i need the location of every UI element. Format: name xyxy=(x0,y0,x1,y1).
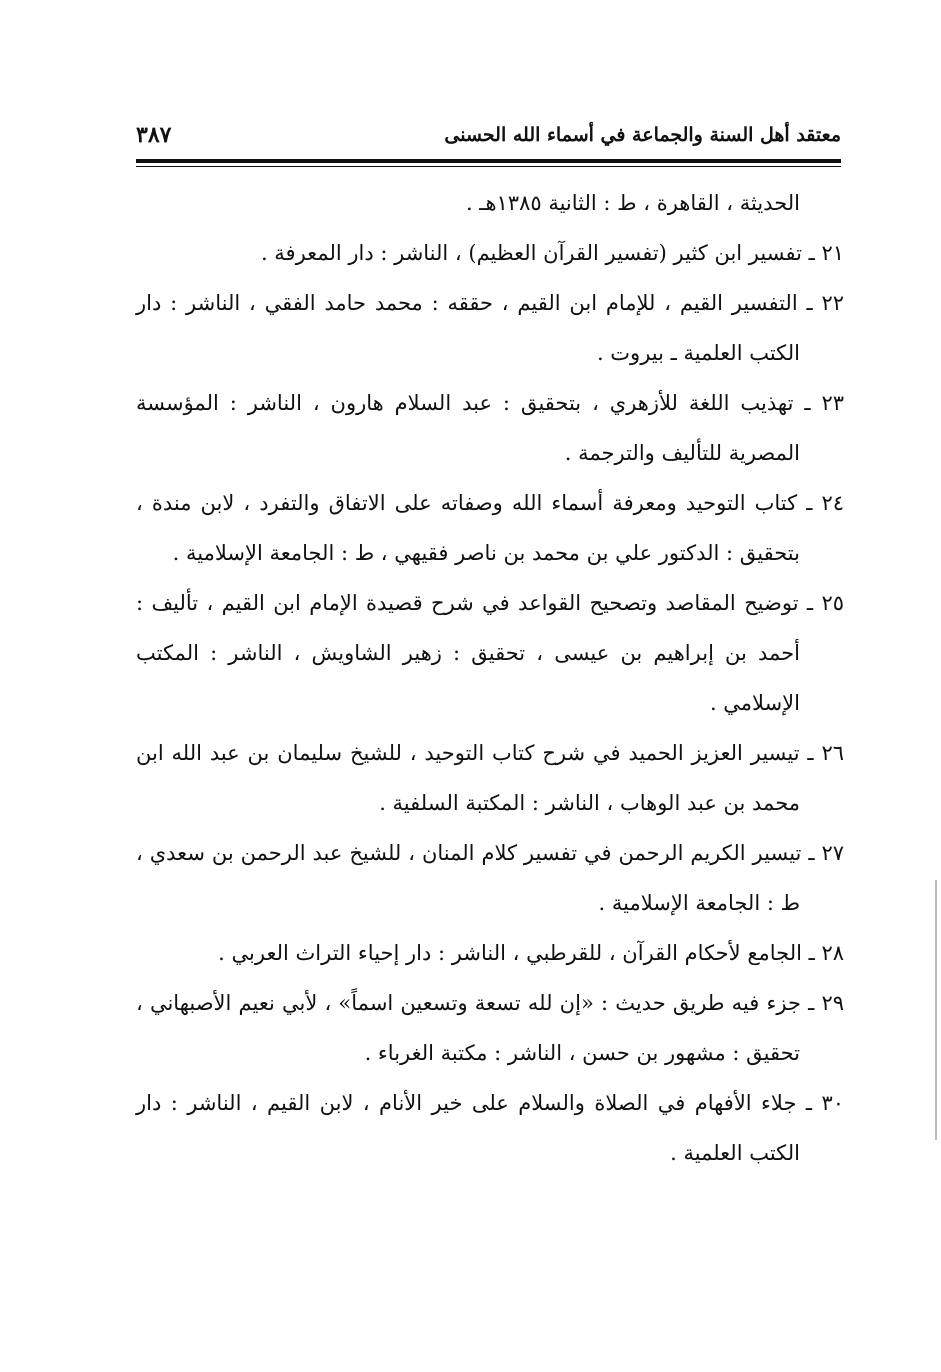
running-title: معتقد أهل السنة والجماعة في أسماء الله الحسنى xyxy=(444,124,841,146)
bibliography-entry-23: ٢٣ ـ تهذيب اللغة للأزهري ، بتحقيق : عبد السلام هارون ، الناشر : المؤسسة المصرية للتأليف والترجمة . xyxy=(136,391,844,465)
bibliography-entry-25: ٢٥ ـ توضيح المقاصد وتصحيح القواعد في شرح قصيدة الإمام ابن القيم ، تأليف : أحمد بن إبراهيم بن عيسى ، تحقيق : زهير الشاويش ، الناشر : المكتب الإسلامي . xyxy=(136,591,844,715)
bibliography-entry-30: ٣٠ ـ جلاء الأفهام في الصلاة والسلام على خير الأنام ، لابن القيم ، الناشر : دار الكتب العلمية . xyxy=(136,1091,844,1165)
bibliography-entry-21: ٢١ ـ تفسير ابن كثير (تفسير القرآن العظيم) ، الناشر : دار المعرفة . xyxy=(260,241,844,265)
bibliography-entry-26: ٢٦ ـ تيسير العزيز الحميد في شرح كتاب التوحيد ، للشيخ سليمان بن عبد الله ابن محمد بن عبد الوهاب ، الناشر : المكتبة السلفية . xyxy=(136,741,844,815)
bibliography-entry-29: ٢٩ ـ جزء فيه طريق حديث : «إن لله تسعة وتسعين اسماً» ، لأبي نعيم الأصبهاني ، تحقيق : مشهور بن حسن ، الناشر : مكتبة الغرباء . xyxy=(136,991,844,1065)
header-rule-thick xyxy=(136,159,841,163)
page-number: ٣٨٧ xyxy=(136,122,172,148)
bibliography-list xyxy=(136,178,844,1178)
header-rule-thin xyxy=(136,166,841,167)
page-header xyxy=(136,118,841,158)
bibliography-entry-27: ٢٧ ـ تيسير الكريم الرحمن في تفسير كلام المنان ، للشيخ عبد الرحمن بن سعدي ، ط : الجامعة الإسلامية . xyxy=(136,841,844,915)
bibliography-entry-22: ٢٢ ـ التفسير القيم ، للإمام ابن القيم ، حققه : محمد حامد الفقي ، الناشر : دار الكتب العلمية ـ بيروت . xyxy=(136,291,844,365)
scan-edge-mark xyxy=(935,880,937,1140)
bibliography-entry-28: ٢٨ ـ الجامع لأحكام القرآن ، للقرطبي ، الناشر : دار إحياء التراث العربي . xyxy=(218,941,844,965)
continuation-line: الحديثة ، القاهرة ، ط : الثانية ١٣٨٥هـ . xyxy=(465,191,800,215)
bibliography-entry-24: ٢٤ ـ كتاب التوحيد ومعرفة أسماء الله وصفاته على الاتفاق والتفرد ، لابن مندة ، بتحقيق : الدكتور علي بن محمد بن ناصر فقيهي ، ط : الجامعة الإسلامية . xyxy=(136,491,844,565)
